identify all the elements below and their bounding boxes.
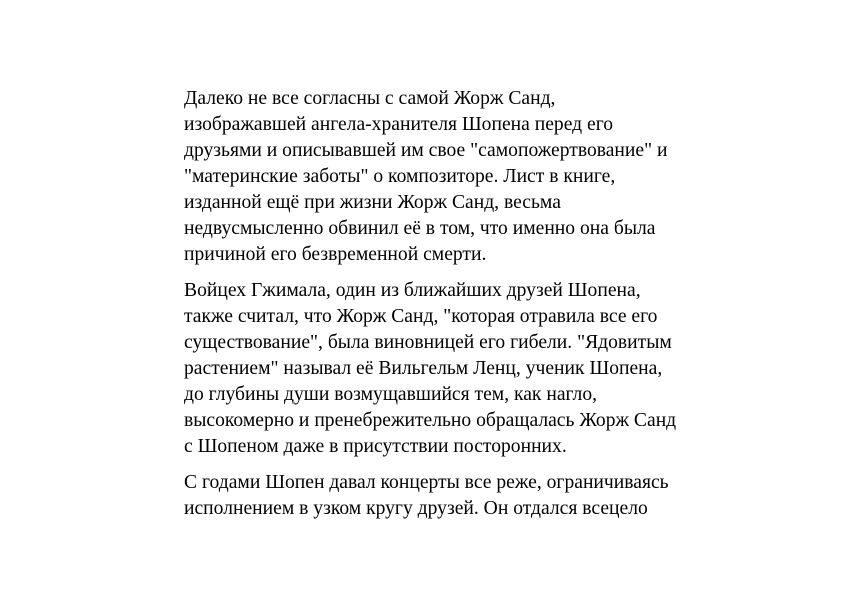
text-line: друзьями и описывавшей им свое "самопожертвование" и (184, 140, 668, 161)
text-line: недвусмысленно обвинил её в том, что именно она была (184, 218, 656, 239)
text-line: с Шопеном даже в присутствии посторонних. (184, 436, 567, 457)
paragraph-3 (184, 470, 744, 522)
text-line: также считал, что Жорж Санд, "которая отравила все его (184, 306, 658, 327)
text-line: до глубины души возмущавшийся тем, как нагло, (184, 384, 598, 405)
text-line: существование", была виновницей его гибели. "Ядовитым (184, 332, 672, 353)
text-line: С годами Шопен давал концерты все реже, ограничиваясь (184, 472, 669, 493)
text-line: исполнением в узком кругу друзей. Он отдался всецело (184, 498, 648, 519)
text-line: растением" называл её Вильгельм Ленц, ученик Шопена, (184, 358, 663, 379)
text-body (184, 86, 744, 532)
text-line: высокомерно и пренебрежительно обращалась Жорж Санд (184, 410, 677, 431)
paragraph-2 (184, 278, 744, 460)
paragraph-1 (184, 86, 744, 268)
text-line: изображавшей ангела-хранителя Шопена перед его (184, 114, 614, 135)
text-line: "материнские заботы" о композиторе. Лист в книге, (184, 166, 616, 187)
text-line: причиной его безвременной смерти. (184, 244, 487, 265)
text-line: Далеко не все согласны с самой Жорж Санд, (184, 88, 556, 109)
text-line: изданной ещё при жизни Жорж Санд, весьма (184, 192, 561, 213)
text-line: Войцех Гжимала, один из ближайших друзей Шопена, (184, 280, 641, 301)
